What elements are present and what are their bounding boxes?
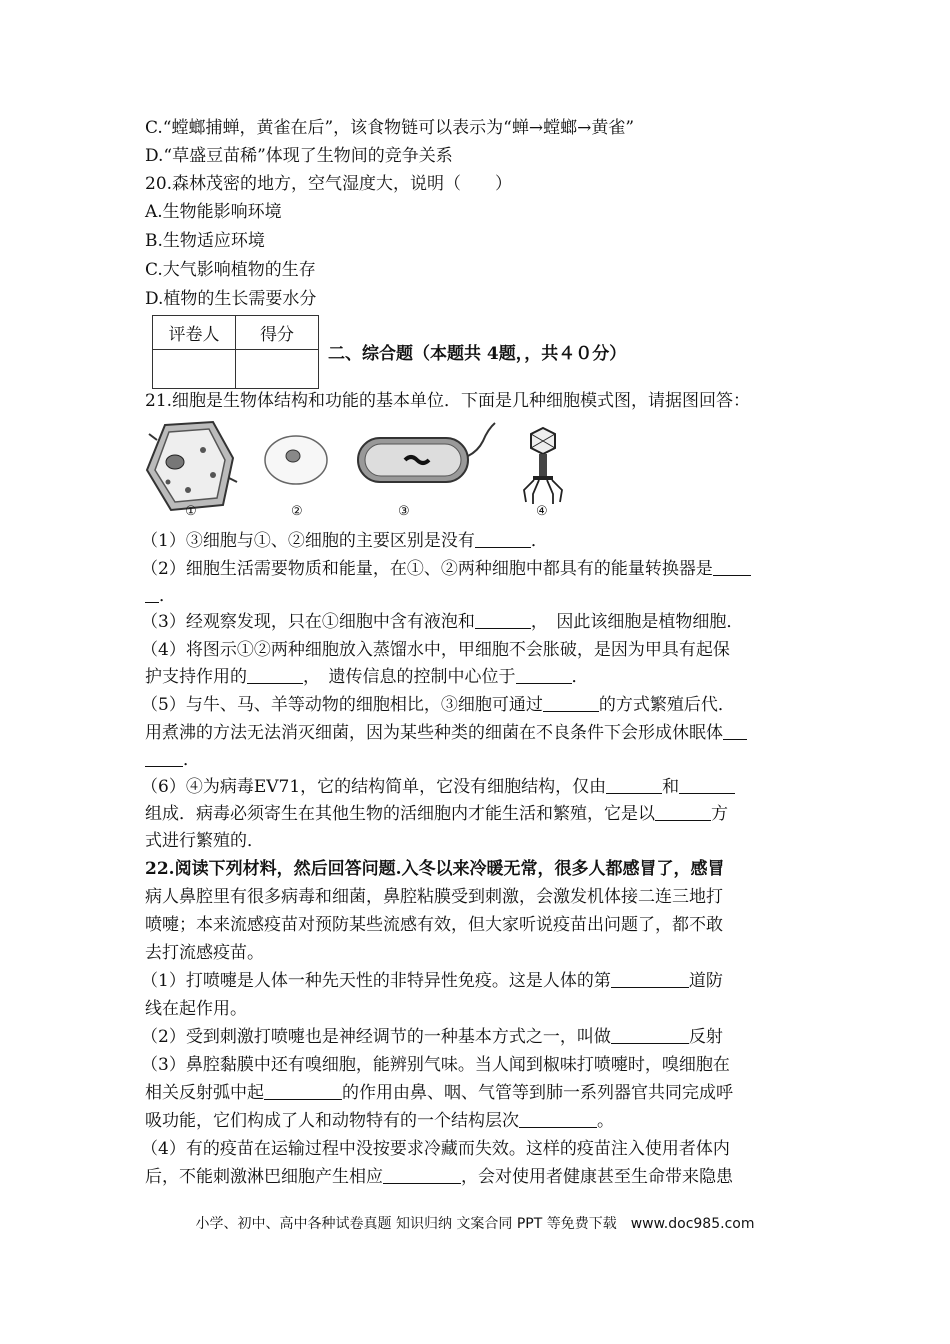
answer-blank[interactable]: [383, 1167, 461, 1184]
score-table-grader-cell: [153, 350, 236, 389]
q22-part-4-cont: 后，不能刺激淋巴细胞产生相应 ，会对使用者健康甚至生命带来隐患: [145, 1167, 733, 1187]
answer-blank[interactable]: [145, 586, 159, 603]
answer-blank[interactable]: [475, 531, 531, 548]
score-table-score-cell: [236, 350, 319, 389]
q21-part-5-cont: 用煮沸的方法无法消灭细菌，因为某些种类的细菌在不良条件下会形成休眠体: [145, 722, 747, 744]
q21-part-6: （6）④为病毒EV71，它的结构简单，它没有细胞结构，仅由 和: [141, 776, 735, 798]
answer-blank[interactable]: [679, 777, 735, 794]
figure-label-3: ③: [398, 504, 410, 519]
answer-blank[interactable]: [264, 1083, 342, 1100]
q21-part-5-cont2: ．: [145, 749, 200, 771]
q20-option-d: D.植物的生长需要水分: [145, 289, 317, 309]
figure-label-2: ②: [291, 504, 303, 519]
figure-label-1: ①: [185, 504, 197, 519]
answer-blank[interactable]: [145, 750, 183, 767]
q20-option-b: B.生物适应环境: [145, 231, 265, 251]
figure-label-4: ④: [536, 504, 548, 519]
q22-part-3-cont2: 吸功能，它们构成了人和动物特有的一个结构层次 。: [145, 1111, 614, 1131]
q21-part-4-cont: 护支持作用的 ， 遗传信息的控制中心位于 ．: [145, 667, 589, 687]
q21-part-6-cont2: 式进行繁殖的．: [145, 831, 264, 851]
answer-blank[interactable]: [516, 667, 572, 684]
q20-option-c: C.大气影响植物的生存: [145, 260, 316, 280]
answer-blank[interactable]: [611, 1027, 689, 1044]
question-22-stem-2: 病人鼻腔里有很多病毒和细菌，鼻腔粘膜受到刺激，会激发机体接二连三地打: [145, 887, 723, 907]
q20-option-a: A.生物能影响环境: [145, 202, 282, 222]
q21-part-4: （4）将图示①②两种细胞放入蒸馏水中，甲细胞不会胀破，是因为甲具有起保: [141, 640, 730, 660]
q22-part-1: （1）打喷嚏是人体一种先天性的非特异性免疫。这是人体的第 道防: [141, 971, 723, 991]
q21-part-5: （5）与牛、马、羊等动物的细胞相比，③细胞可通过 的方式繁殖后代．: [141, 695, 735, 715]
q21-part-3: （3）经观察发现，只在①细胞中含有液泡和 ， 因此该细胞是植物细胞．: [141, 612, 744, 632]
option-d-grass: D.“草盛豆苗稀”体现了生物间的竞争关系: [145, 146, 453, 166]
question-22-stem-3: 喷嚏；本来流感疫苗对预防某些流感有效，但大家听说疫苗出问题了，都不敢: [145, 915, 723, 935]
question-20-stem: 20.森林茂密的地方，空气湿度大，说明（ ）: [145, 174, 513, 194]
question-21-stem: 21.细胞是生物体结构和功能的基本单位．下面是几种细胞模式图，请据图回答：: [145, 391, 751, 411]
score-table-grader-header: 评卷人: [153, 316, 236, 350]
q21-part-2-cont: ．: [145, 585, 176, 607]
score-table-score-header: 得分: [236, 316, 319, 350]
cell-diagram-figure: [143, 420, 563, 525]
option-c-mantis: C.“螳螂捕蝉，黄雀在后”，该食物链可以表示为“蝉→螳螂→黄雀”: [145, 118, 635, 138]
bacterium-icon: [358, 423, 495, 482]
answer-blank[interactable]: [475, 612, 531, 629]
animal-cell-icon: [265, 436, 327, 484]
question-22-stem-1: 22.阅读下列材料，然后回答问题.入冬以来冷暖无常，很多人都感冒了，感冒: [145, 859, 725, 879]
virus-icon: [524, 428, 562, 504]
answer-blank[interactable]: [723, 723, 747, 740]
q21-part-2: （2）细胞生活需要物质和能量，在①、②两种细胞中都具有的能量转换器是: [141, 558, 751, 580]
page-footer: 小学、初中、高中各种试卷真题 知识归纳 文案合同 PPT 等免费下载 www.doc985.com: [195, 1216, 755, 1232]
answer-blank[interactable]: [611, 971, 689, 988]
score-table: [152, 315, 319, 389]
question-22-stem-4: 去打流感疫苗。: [145, 943, 264, 963]
q21-part-6-cont: 组成．病毒必须寄生在其他生物的活细胞内才能生活和繁殖，它是以 方: [145, 804, 728, 824]
q22-part-4: （4）有的疫苗在运输过程中没按要求冷藏而失效。这样的疫苗注入使用者体内: [141, 1139, 730, 1159]
answer-blank[interactable]: [655, 804, 711, 821]
answer-blank[interactable]: [519, 1111, 597, 1128]
q22-part-1-cont: 线在起作用。: [145, 999, 247, 1019]
q21-part-1: （1）③细胞与①、②细胞的主要区别是没有 ．: [141, 531, 548, 551]
answer-blank[interactable]: [713, 559, 751, 576]
answer-blank[interactable]: [247, 667, 303, 684]
plant-cell-icon: [147, 422, 237, 510]
q22-part-3-cont: 相关反射弧中起 的作用由鼻、咽、气管等到肺一系列器官共同完成呼: [145, 1083, 733, 1103]
section-title: 二、综合题（本题共 4题，，共４０分）: [328, 344, 627, 364]
answer-blank[interactable]: [543, 695, 599, 712]
answer-blank[interactable]: [606, 777, 662, 794]
q22-part-3: （3）鼻腔黏膜中还有嗅细胞，能辨别气味。当人闻到椒味打喷嚏时，嗅细胞在: [141, 1055, 730, 1075]
q22-part-2: （2）受到刺激打喷嚏也是神经调节的一种基本方式之一，叫做 反射: [141, 1027, 723, 1047]
